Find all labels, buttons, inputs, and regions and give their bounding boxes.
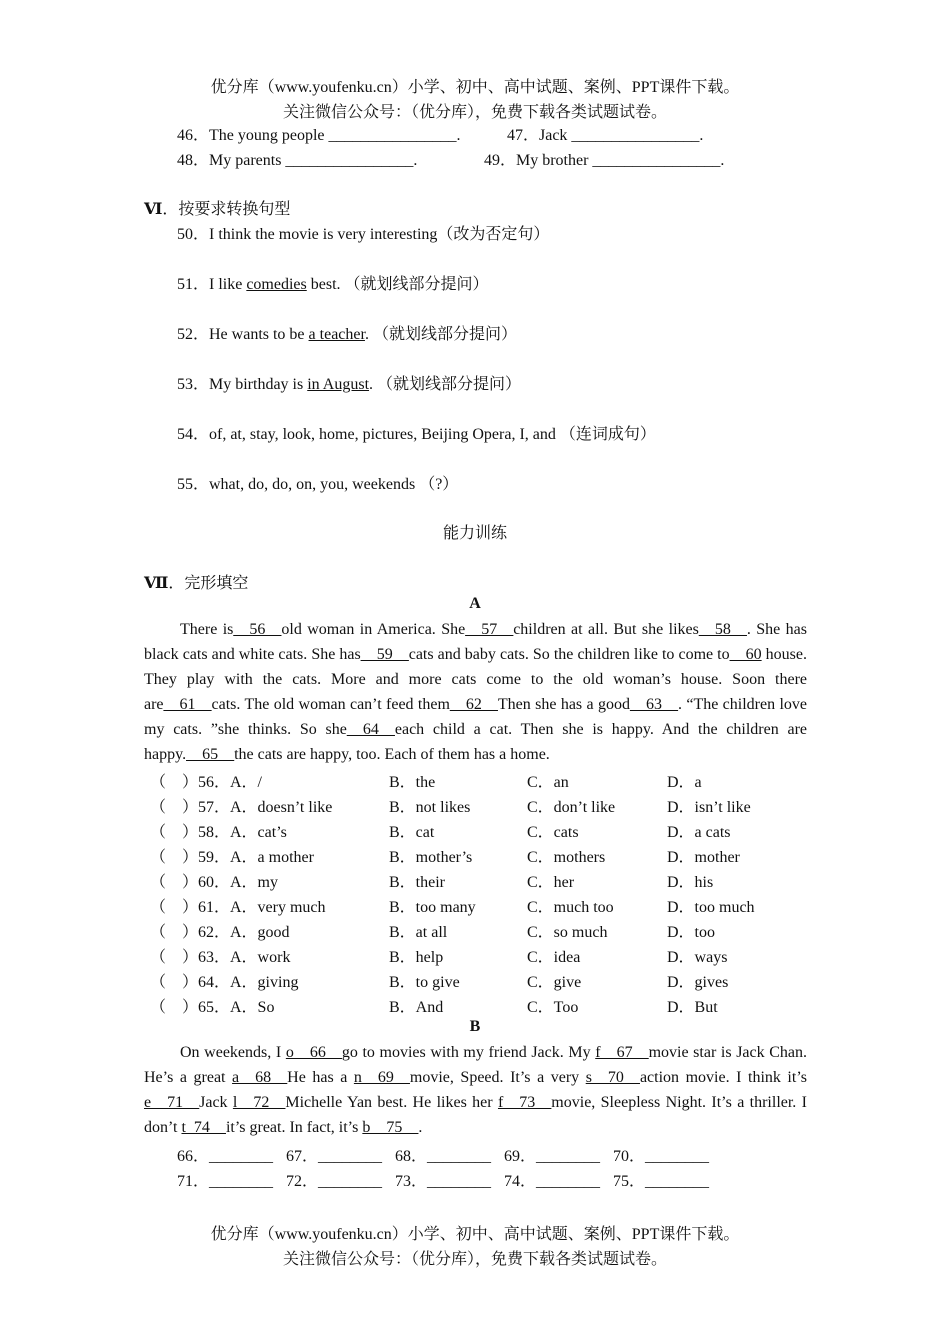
question-choice-a: （ ）57．A．doesn’t like xyxy=(150,799,333,816)
choice-c: C．her xyxy=(527,874,575,891)
transform-item xyxy=(177,471,458,494)
choice-d: D．isn’t like xyxy=(667,799,751,816)
section-7-numeral: Ⅶ xyxy=(144,575,169,592)
section-6-numeral: Ⅵ xyxy=(144,201,163,218)
option-row xyxy=(144,944,807,969)
passage-text: Michelle Yan best. He likes her xyxy=(285,1094,498,1111)
question-choice-a: （ ）60．A．my xyxy=(150,874,279,891)
header-line-1: 优分库（www.youfenku.cn）小学、初中、高中试题、案例、PPT课件下载。 xyxy=(210,79,740,96)
passage-text: old woman in America. She xyxy=(281,621,466,638)
passage-text: cats. The old woman can’t feed them xyxy=(211,696,450,713)
answer-blank: 72．________ xyxy=(286,1173,383,1190)
choice-d: D．mother xyxy=(667,849,740,866)
transform-item xyxy=(177,421,656,444)
passage-text: the cats are happy, too. Each of them has a home. xyxy=(234,746,550,763)
blank: __58__ xyxy=(698,621,747,638)
answer-blank: 71．________ xyxy=(177,1173,274,1190)
transform-item xyxy=(177,271,489,294)
question-choice-a: （ ）61．A．very much xyxy=(150,899,326,916)
underlined-phrase: in August xyxy=(307,376,370,393)
passage-text: He has a xyxy=(287,1069,354,1086)
passage-text: house. They play with the cats. More and more cats come to the old woman’s house. Soon there are xyxy=(144,646,808,713)
choice-c: C．don’t like xyxy=(527,799,616,816)
answer-blank: 68．________ xyxy=(395,1148,492,1165)
section-6-title: ．按要求转换句型 xyxy=(162,201,291,218)
option-row xyxy=(144,994,807,1019)
section-6-heading xyxy=(144,196,290,219)
blank: __62__ xyxy=(449,696,498,713)
ability-title: 能力训练 xyxy=(442,525,507,542)
choice-d: D．gives xyxy=(667,974,729,991)
passage-text: movie, Sleepless Night. It’s a thriller. I don’t xyxy=(144,1094,808,1136)
choice-c: C．Too xyxy=(527,999,579,1016)
choice-b: B．help xyxy=(389,949,444,966)
choice-c: C．give xyxy=(527,974,582,991)
item-text: 50．I think the movie is very interesting（改为否定句） xyxy=(177,226,550,243)
blank: o__66__ xyxy=(285,1044,342,1061)
answer-blank: 74．________ xyxy=(504,1173,601,1190)
transform-item xyxy=(177,321,517,344)
blank: __57__ xyxy=(465,621,514,638)
blank: s__70__ xyxy=(585,1069,640,1086)
header-line-2: 关注微信公众号：（优分库），免费下载各类试题试卷。 xyxy=(282,104,667,121)
choice-c: C．so much xyxy=(527,924,608,941)
passage-text: On weekends, I xyxy=(180,1044,286,1061)
underlined-phrase: comedies xyxy=(246,276,307,293)
choice-b: B．their xyxy=(389,874,445,891)
blank: __65__ xyxy=(186,746,235,763)
question-choice-a: （ ）65．A．So xyxy=(150,999,275,1016)
choice-c: C．cats xyxy=(527,824,579,841)
choice-c: C．much too xyxy=(527,899,614,916)
blank: t_74__ xyxy=(181,1119,226,1136)
passage-text: it’s great. In fact, it’s xyxy=(225,1119,363,1136)
passage-text: go to movies with my friend Jack. My xyxy=(341,1044,596,1061)
option-row xyxy=(144,894,807,919)
blank: f__73__ xyxy=(497,1094,552,1111)
blank: a__68__ xyxy=(232,1069,288,1086)
answer-blank: 67．________ xyxy=(286,1148,383,1165)
passage-text: Then she has a good xyxy=(497,696,630,713)
answer-blank: 73．________ xyxy=(395,1173,492,1190)
item-text: 54．of, at, stay, look, home, pictures, Beijing Opera, I, and （连词成句） xyxy=(177,426,656,443)
choice-c: C．idea xyxy=(527,949,581,966)
item-text-end: best. （就划线部分提问） xyxy=(306,276,489,293)
option-row xyxy=(144,794,807,819)
passage-text: There is xyxy=(180,621,234,638)
blank: __60 xyxy=(729,646,762,663)
blank: __63__ xyxy=(629,696,678,713)
choice-b: B．too many xyxy=(389,899,476,916)
passage-text: movie star is Jack Chan. He’s a great xyxy=(144,1044,808,1086)
choice-b: B．to give xyxy=(389,974,460,991)
section-7-heading xyxy=(144,570,248,593)
passage-text: cats and baby cats. So the children like to come to xyxy=(408,646,730,663)
question-choice-a: （ ）63．A．work xyxy=(150,949,291,966)
question-choice-a: （ ）58．A．cat’s xyxy=(150,824,287,841)
blank: __64__ xyxy=(346,721,395,738)
blank: __59__ xyxy=(360,646,409,663)
blank: n__69__ xyxy=(353,1069,410,1086)
item-text: 52．He wants to be xyxy=(177,326,309,343)
item-text-end: . （就划线部分提问） xyxy=(364,326,517,343)
choice-d: D．his xyxy=(667,874,714,891)
blank: b__75__ xyxy=(362,1119,419,1136)
blank: f__67__ xyxy=(595,1044,649,1061)
passage-text: action movie. I think it’s xyxy=(639,1069,807,1086)
item-text-end: . （就划线部分提问） xyxy=(369,376,522,393)
passage-text: . She has black cats and white cats. She has xyxy=(144,621,807,663)
option-row xyxy=(144,819,807,844)
question-choice-a: （ ）59．A．a mother xyxy=(150,849,314,866)
passage-a xyxy=(144,617,807,767)
choice-b: B．the xyxy=(389,774,436,791)
option-row xyxy=(144,869,807,894)
answer-blank: 69．________ xyxy=(504,1148,601,1165)
blank: __56__ xyxy=(233,621,282,638)
question-choice-a: （ ）62．A．good xyxy=(150,924,290,941)
choice-d: D．ways xyxy=(667,949,728,966)
choice-b: B．mother’s xyxy=(389,849,473,866)
blank: l__72__ xyxy=(232,1094,286,1111)
fill-item-46: 46．The young people ________________. xyxy=(177,127,461,144)
underlined-phrase: a teacher xyxy=(308,326,365,343)
choice-b: B．not likes xyxy=(389,799,471,816)
choice-c: C．mothers xyxy=(527,849,606,866)
footer-line-1: 优分库（www.youfenku.cn）小学、初中、高中试题、案例、PPT课件下载。 xyxy=(210,1226,740,1243)
passage-text: children at all. But she likes xyxy=(513,621,699,638)
passage-text: Jack xyxy=(199,1094,233,1111)
question-choice-a: （ ）64．A．giving xyxy=(150,974,299,991)
question-choice-a: （ ）56．A．/ xyxy=(150,774,263,791)
part-b-label: B xyxy=(469,1018,481,1035)
item-text: 55．what, do, do, on, you, weekends （?） xyxy=(177,476,459,493)
choice-d: D．But xyxy=(667,999,718,1016)
footer-line-2: 关注微信公众号：（优分库），免费下载各类试题试卷。 xyxy=(282,1251,667,1268)
choice-d: D．too much xyxy=(667,899,755,916)
blank: __61__ xyxy=(163,696,212,713)
choice-d: D．too xyxy=(667,924,716,941)
part-a-label: A xyxy=(469,595,481,612)
item-text: 51．I like xyxy=(177,276,247,293)
choice-d: D．a xyxy=(667,774,702,791)
passage-b xyxy=(144,1040,807,1140)
fill-item-49: 49．My brother ________________. xyxy=(484,152,725,169)
item-text: 53．My birthday is xyxy=(177,376,308,393)
blank: e__71__ xyxy=(144,1094,200,1111)
passage-text: . “The children love my cats. ”she thinks. So she xyxy=(144,696,808,738)
option-row xyxy=(144,844,807,869)
passage-text: each child a cat. Then she is happy. And the children are happy. xyxy=(144,721,807,763)
answer-blank: 66．________ xyxy=(177,1148,274,1165)
answer-blank: 70．________ xyxy=(613,1148,710,1165)
answer-blank: 75．________ xyxy=(613,1173,710,1190)
section-7-title: ．完形填空 xyxy=(168,575,249,592)
choice-c: C．an xyxy=(527,774,569,791)
option-row xyxy=(144,919,807,944)
fill-item-48: 48．My parents ________________. xyxy=(177,152,418,169)
option-row xyxy=(144,969,807,994)
transform-item xyxy=(177,371,521,394)
passage-text: . xyxy=(418,1119,423,1136)
choice-d: D．a cats xyxy=(667,824,731,841)
choice-b: B．cat xyxy=(389,824,435,841)
choice-b: B．at all xyxy=(389,924,448,941)
fill-item-47: 47．Jack ________________. xyxy=(507,127,704,144)
transform-item xyxy=(177,221,549,244)
option-row xyxy=(144,769,807,794)
choice-b: B．And xyxy=(389,999,444,1016)
passage-text: movie, Speed. It’s a very xyxy=(409,1069,586,1086)
